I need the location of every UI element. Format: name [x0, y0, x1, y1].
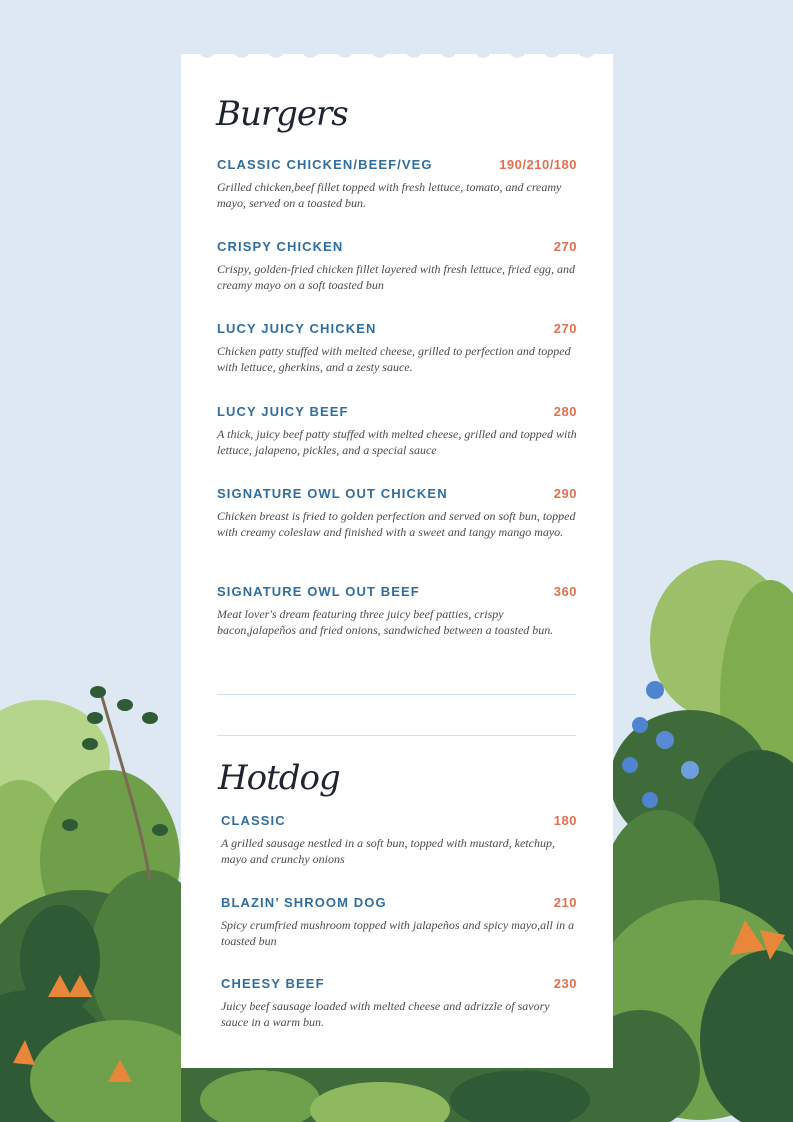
menu-item: [217, 321, 577, 375]
menu-item: [217, 239, 577, 293]
item-price: 270: [553, 239, 577, 254]
item-price: 280: [553, 404, 577, 419]
item-price: 290: [553, 486, 577, 501]
section-title-burgers: Burgers: [216, 94, 348, 134]
item-name: SIGNATURE OWL OUT CHICKEN: [217, 486, 448, 501]
item-description: A grilled sausage nestled in a soft bun, topped with mustard, ketchup, mayo and crunchy onions: [221, 836, 555, 866]
section-divider: [217, 735, 576, 736]
item-name: LUCY JUICY CHICKEN: [217, 321, 377, 336]
item-description: Juicy beef sausage loaded with melted cheese and adrizzle of savory sauce in a warm bun.: [221, 999, 550, 1029]
item-price: 270: [553, 321, 577, 336]
item-description: Spicy crumfried mushroom topped with jalapeños and spicy mayo,all in a toasted bun: [221, 918, 575, 948]
menu-item: [221, 813, 577, 867]
item-name: BLAZIN’ SHROOM DOG: [221, 895, 387, 910]
item-price: 180: [553, 813, 577, 828]
item-description: Crispy, golden-fried chicken fillet layered with fresh lettuce, fried egg, and creamy mayo on a soft toasted bun: [217, 262, 576, 292]
left-foliage: [0, 686, 210, 1122]
item-description: Grilled chicken,beef fillet topped with fresh lettuce, tomato, and creamy mayo, served on a toasted bun.: [217, 180, 562, 210]
section-divider: [217, 694, 576, 695]
menu-item: [217, 584, 577, 638]
section-title-hotdog: Hotdog: [218, 758, 340, 798]
item-description: Chicken breast is fried to golden perfection and served on soft bun, topped with creamy coleslaw and finished with a sweet and tangy mango mayo.: [217, 509, 576, 539]
card-top-scallop: [181, 44, 613, 64]
item-name: LUCY JUICY BEEF: [217, 404, 349, 419]
item-description: Chicken patty stuffed with melted cheese, grilled to perfection and topped with lettuce, gherkins, and a zesty sauce.: [217, 344, 571, 374]
menu-item: [221, 895, 577, 949]
item-description: A thick, juicy beef patty stuffed with melted cheese, grilled and topped with lettuce, jalapeno, pickles, and a special sauce: [217, 427, 577, 457]
menu-item: [217, 157, 577, 211]
item-description: Meat lover's dream featuring three juicy beef patties, crispy bacon,jalapeños and fried onions, sandwiched between a toasted bun.: [217, 607, 554, 637]
menu-item: [221, 976, 577, 1030]
item-price: 360: [553, 584, 577, 599]
menu-item: [217, 404, 577, 458]
item-price: 230: [553, 976, 577, 991]
item-name: CLASSIC: [221, 813, 286, 828]
item-price: 210: [553, 895, 577, 910]
item-price: 190/210/180: [499, 157, 577, 172]
menu-item: [217, 486, 577, 540]
item-name: CHEESY BEEF: [221, 976, 325, 991]
item-name: SIGNATURE OWL OUT BEEF: [217, 584, 420, 599]
item-name: CLASSIC CHICKEN/BEEF/VEG: [217, 157, 433, 172]
item-name: CRISPY CHICKEN: [217, 239, 344, 254]
